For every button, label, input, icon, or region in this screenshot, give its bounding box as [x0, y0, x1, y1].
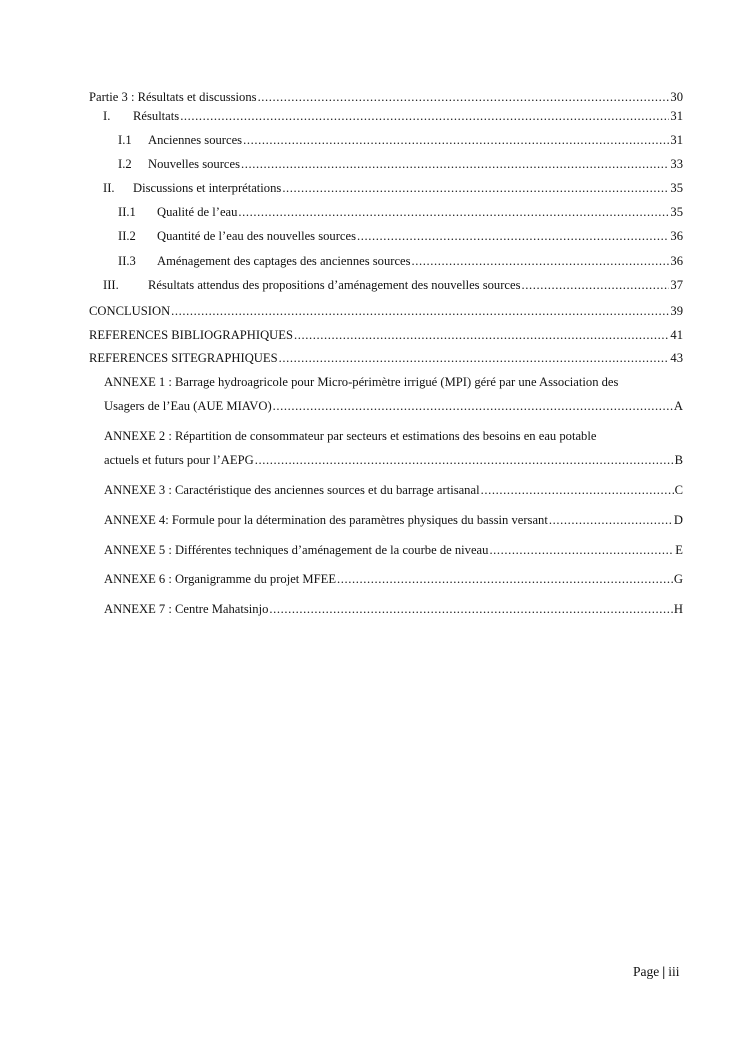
page-footer: [633, 964, 680, 980]
toc-number: I.: [103, 109, 111, 123]
annex-entry[interactable]: [104, 452, 683, 468]
dot-leader: [258, 89, 670, 105]
toc-title: Anciennes sources: [148, 133, 243, 147]
toc-entry[interactable]: [89, 350, 683, 366]
toc-entry[interactable]: [118, 253, 683, 269]
toc-title: Qualité de l’eau: [157, 205, 238, 219]
toc-page: 36: [670, 254, 683, 268]
dot-leader: [238, 204, 669, 220]
toc-page: 37: [670, 278, 683, 292]
dot-leader: [255, 452, 674, 468]
toc-page: 43: [670, 351, 683, 365]
dot-leader: [337, 571, 673, 587]
toc-page: 35: [670, 181, 683, 195]
toc-entry[interactable]: [118, 132, 683, 148]
toc-page: 33: [670, 157, 683, 171]
dot-leader: [171, 303, 669, 319]
annex-page: H: [673, 602, 683, 616]
annex-page: B: [674, 453, 683, 467]
toc-title: Résultats attendus des propositions d’aménagement des nouvelles sources: [148, 278, 521, 292]
toc-entry[interactable]: [103, 277, 683, 293]
annex-title: ANNEXE 4: Formule pour la détermination des paramètres physiques du bassin versant: [104, 513, 548, 527]
toc-entry[interactable]: [118, 156, 683, 172]
annex-title: ANNEXE 6 : Organigramme du projet MFEE: [104, 572, 337, 586]
annex-title-line[interactable]: ANNEXE 1 : Barrage hydroagricole pour Micro-périmètre irrigué (MPI) géré par une Association des: [104, 375, 619, 389]
toc-entry[interactable]: [103, 180, 683, 196]
dot-leader: [282, 180, 669, 196]
annex-title: ANNEXE 3 : Caractéristique des anciennes sources et du barrage artisanal: [104, 483, 480, 497]
dot-leader: [549, 512, 673, 528]
toc-number: I.1: [118, 133, 132, 147]
dot-leader: [489, 542, 674, 558]
toc-page: 36: [670, 229, 683, 243]
annex-title: ANNEXE 5 : Différentes techniques d’aménagement de la courbe de niveau: [104, 543, 489, 557]
dot-leader: [294, 327, 669, 343]
toc-number: III.: [103, 278, 119, 292]
toc-title: Résultats: [133, 109, 180, 123]
dot-leader: [273, 398, 673, 414]
page-number: iii: [668, 964, 680, 979]
toc-number: II.2: [118, 229, 136, 243]
annex-entry[interactable]: [104, 601, 683, 617]
toc-title: Partie 3 : Résultats et discussions: [89, 90, 257, 104]
toc-page: 31: [670, 109, 683, 123]
dot-leader: [279, 350, 670, 366]
annex-page: C: [674, 483, 683, 497]
dot-leader: [180, 108, 669, 124]
annex-page: A: [673, 399, 683, 413]
toc-entry[interactable]: [118, 204, 683, 220]
annex-page: E: [675, 543, 683, 557]
toc-number: II.: [103, 181, 115, 195]
annex-entry[interactable]: [104, 398, 683, 414]
toc-page: 30: [670, 90, 683, 104]
dot-leader: [522, 277, 670, 293]
toc-title: CONCLUSION: [89, 304, 171, 318]
annex-page: D: [673, 513, 683, 527]
toc-title: Discussions et interprétations: [133, 181, 282, 195]
toc-entry[interactable]: [118, 228, 683, 244]
footer-separator: |: [662, 964, 666, 979]
annex-title-line[interactable]: ANNEXE 2 : Répartition de consommateur par secteurs et estimations des besoins en eau potable: [104, 429, 597, 443]
toc-entry[interactable]: [89, 89, 683, 105]
toc-entry[interactable]: [89, 303, 683, 319]
footer-label: Page: [633, 964, 660, 979]
annex-title: actuels et futurs pour l’AEPG: [104, 453, 254, 467]
annex-entry[interactable]: [104, 512, 683, 528]
toc-number: I.2: [118, 157, 132, 171]
toc-number: II.1: [118, 205, 136, 219]
toc-page: 41: [670, 328, 683, 342]
dot-leader: [241, 156, 669, 172]
dot-leader: [412, 253, 670, 269]
toc-page: 39: [670, 304, 683, 318]
annex-entry[interactable]: [104, 542, 683, 558]
toc-title: Nouvelles sources: [148, 157, 240, 171]
toc-page: 35: [670, 205, 683, 219]
annex-page: G: [673, 572, 683, 586]
dot-leader: [269, 601, 673, 617]
annex-title: Usagers de l’Eau (AUE MIAVO): [104, 399, 272, 413]
annex-entry[interactable]: [104, 571, 683, 587]
toc-title: REFERENCES BIBLIOGRAPHIQUES: [89, 328, 293, 342]
toc-entry[interactable]: [103, 108, 683, 124]
annex-entry[interactable]: [104, 482, 683, 498]
toc-title: Quantité de l’eau des nouvelles sources: [157, 229, 356, 243]
dot-leader: [357, 228, 669, 244]
annex-title: ANNEXE 7 : Centre Mahatsinjo: [104, 602, 269, 616]
toc-number: II.3: [118, 254, 136, 268]
toc-entry[interactable]: [89, 327, 683, 343]
dot-leader: [243, 132, 669, 148]
toc-title: REFERENCES SITEGRAPHIQUES: [89, 351, 278, 365]
dot-leader: [481, 482, 674, 498]
toc-title: Aménagement des captages des anciennes sources: [157, 254, 411, 268]
toc-page: 31: [670, 133, 683, 147]
